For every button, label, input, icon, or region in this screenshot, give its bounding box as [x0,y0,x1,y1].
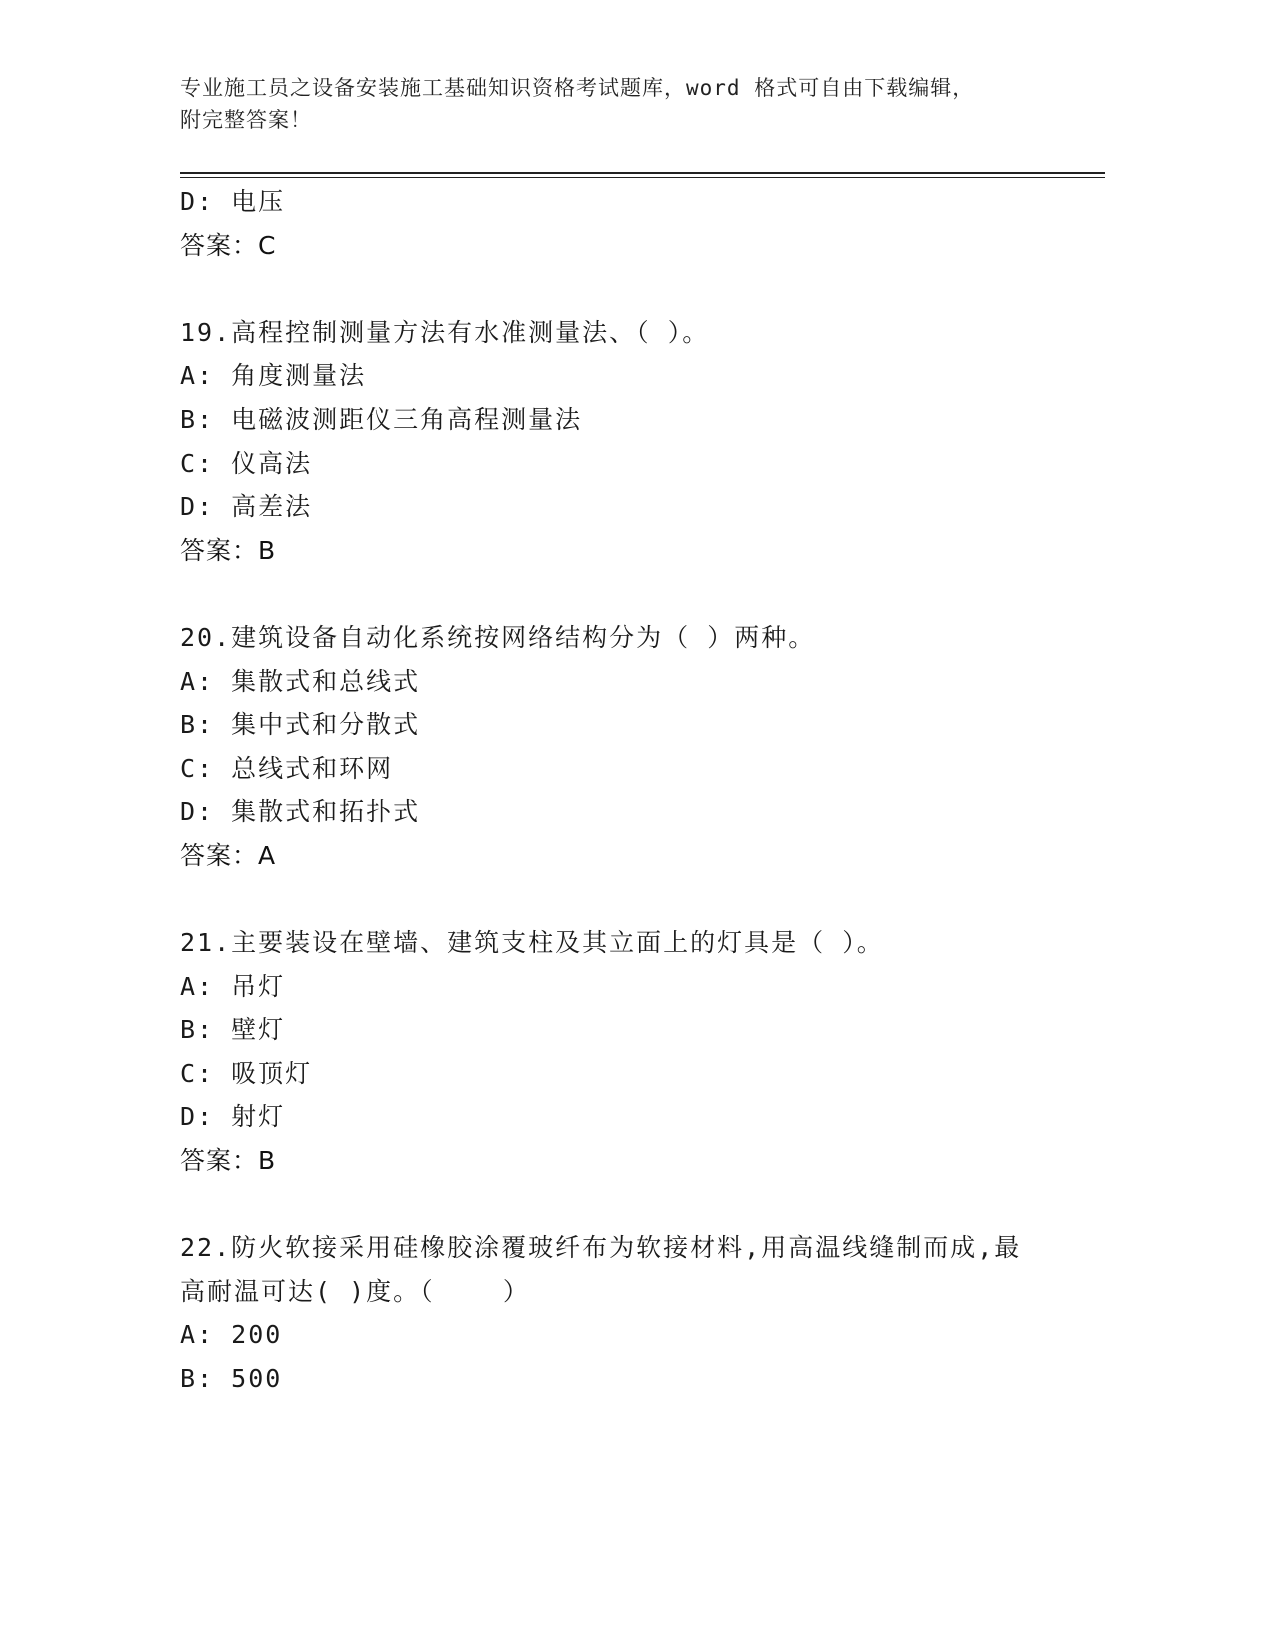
header-divider-thin [180,177,1105,178]
answer-line: 答案：B [180,1146,277,1176]
option-d: D: 电压 [180,187,286,216]
header-line-2: 附完整答案！ [180,108,312,132]
spacer [180,878,1080,922]
option-b: B: 电磁波测距仪三角高程测量法 [180,404,583,434]
spacer [180,572,1080,616]
question-stem: 19.高程控制测量方法有水准测量法、（ ）。 [180,317,710,347]
answer-line: 答案：B [180,535,277,565]
header-divider-thick [180,172,1105,174]
question-stem-line-2: 高耐温可达( )度。（ ） [180,1276,530,1306]
answer-line: 答案：C [180,230,277,260]
document-header [180,72,1080,136]
option-a: A: 角度测量法 [180,361,367,391]
spacer [180,1183,1080,1227]
spacer [180,267,1080,311]
option-d: D: 高差法 [180,492,313,522]
question-19 [180,311,1080,573]
option-b: B: 集中式和分散式 [180,710,421,740]
question-stem-line-1: 22.防火软接采用硅橡胶涂覆玻纤布为软接材料,用高温线缝制而成,最 [180,1233,1022,1263]
question-18-tail [180,180,1080,267]
header-line-1: 专业施工员之设备安装施工基础知识资格考试题库，word 格式可自由下载编辑， [180,76,975,100]
option-a: A: 200 [180,1320,283,1350]
question-20 [180,616,1080,878]
option-d: D: 集散式和拓扑式 [180,797,421,827]
option-c: C: 吸顶灯 [180,1058,313,1088]
option-b: B: 500 [180,1364,283,1394]
question-22 [180,1226,1080,1400]
option-a: A: 吊灯 [180,971,286,1001]
option-b: B: 壁灯 [180,1015,286,1045]
question-content [180,180,1080,1401]
option-c: C: 总线式和环网 [180,753,394,783]
option-a: A: 集散式和总线式 [180,666,421,696]
option-d: D: 射灯 [180,1102,286,1132]
question-21 [180,921,1080,1183]
question-stem: 20.建筑设备自动化系统按网络结构分为（ ）两种。 [180,622,816,652]
answer-line: 答案：A [180,840,277,870]
question-stem: 21.主要装设在壁墙、建筑支柱及其立面上的灯具是（ ）。 [180,928,884,958]
option-c: C: 仪高法 [180,448,313,478]
